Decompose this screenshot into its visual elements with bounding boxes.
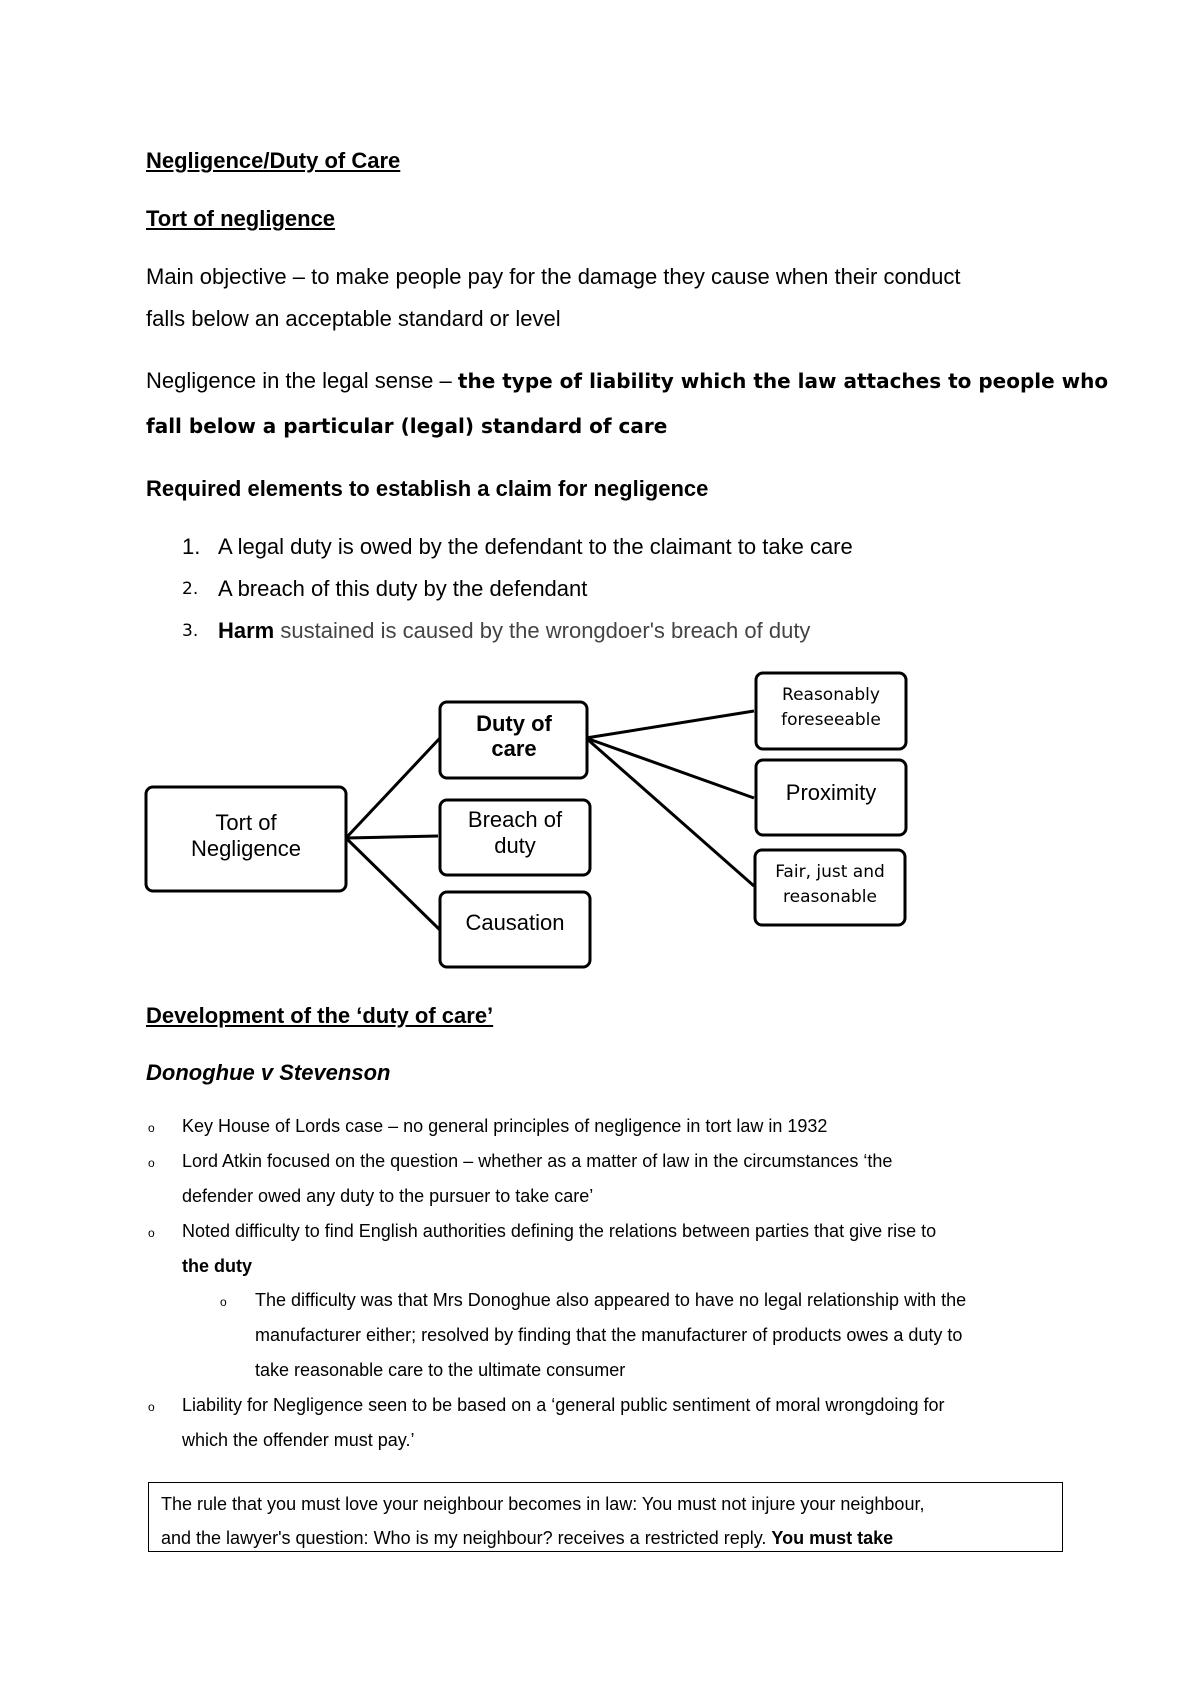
label-root-line-1: Tort of	[215, 810, 277, 835]
element-number-2: 2.	[182, 579, 199, 599]
connector-duty-proximity	[586, 738, 754, 798]
bullet-4-line-3: take reasonable care to the ultimate consumer	[255, 1360, 626, 1380]
connector-root-breach	[346, 836, 438, 838]
connector-root-duty	[346, 738, 440, 838]
label-foreseeable-line-1: Reasonably	[782, 685, 880, 705]
development-heading: Development of the ‘duty of care’	[146, 1003, 494, 1028]
bullet-marker-3: o	[148, 1226, 155, 1240]
bullet-marker-4: o	[220, 1295, 227, 1309]
objective-line-2: falls below an acceptable standard or level	[146, 306, 561, 331]
quote-line-2	[161, 1521, 1050, 1555]
bullet-marker-5: o	[148, 1400, 155, 1414]
bullet-2-line-2: defender owed any duty to the pursuer to take care’	[182, 1186, 594, 1206]
connector-root-causation	[346, 838, 440, 930]
label-fair-line-2: reasonable	[783, 887, 877, 907]
label-foreseeable-line-2: foreseeable	[781, 710, 881, 730]
label-breach-line-2: duty	[494, 833, 536, 858]
quote-line-2-bold: You must take	[771, 1528, 894, 1548]
connector-duty-fair	[586, 738, 754, 886]
element-text-1: A legal duty is owed by the defendant to the claimant to take care	[218, 534, 853, 559]
connector-duty-foreseeable	[586, 711, 754, 738]
label-proximity: Proximity	[785, 780, 877, 805]
case-title: Donoghue v Stevenson	[146, 1060, 391, 1085]
label-fair-line-1: Fair, just and	[775, 862, 885, 882]
label-breach-line-1: Breach of	[467, 807, 563, 832]
bullet-4-line-1: The difficulty was that Mrs Donoghue also appeared to have no legal relationship with the	[255, 1290, 967, 1310]
label-causation: Causation	[465, 910, 565, 935]
label-root-line-2: Negligence	[190, 836, 302, 861]
label-duty-line-1: Duty of	[476, 711, 552, 736]
bullet-5-line-2: which the offender must pay.’	[182, 1430, 415, 1450]
bullet-marker-2: o	[148, 1156, 155, 1170]
bullet-1-line-1: Key House of Lords case – no general principles of negligence in tort law in 1932	[182, 1116, 828, 1136]
legal-sense-lead: Negligence in the legal sense –	[146, 368, 458, 393]
element-3-text: sustained is caused by the wrongdoer's breach of duty	[274, 618, 811, 643]
quote-line-1: The rule that you must love your neighbour becomes in law: You must not injure your neighbour,	[161, 1494, 925, 1514]
label-duty-line-2: care	[491, 736, 537, 761]
quote-line-2-text: and the lawyer's question: Who is my neighbour? receives a restricted reply.	[161, 1528, 772, 1548]
elements-heading: Required elements to establish a claim for negligence	[146, 476, 709, 501]
bullet-5-line-1: Liability for Negligence seen to be based on a ‘general public sentiment of moral wrongdoing for	[182, 1395, 945, 1415]
legal-sense-line-2: fall below a particular (legal) standard of care	[146, 414, 668, 438]
quote-box	[148, 1482, 1063, 1552]
element-number-3: 3.	[182, 621, 199, 641]
bullet-marker-1: o	[148, 1121, 155, 1135]
element-text-2: A breach of this duty by the defendant	[218, 576, 588, 601]
bullet-2-line-1: Lord Atkin focused on the question – whether as a matter of law in the circumstances ‘the	[182, 1151, 893, 1171]
bullet-3-line-2: the duty	[182, 1256, 252, 1276]
bullet-4-line-2: manufacturer either; resolved by finding that the manufacturer of products owes a duty to	[255, 1325, 963, 1345]
page-title: Negligence/Duty of Care	[146, 148, 401, 173]
element-number-1: 1.	[182, 534, 201, 559]
bullet-3-line-1: Noted difficulty to find English authorities defining the relations between parties that give rise to	[182, 1221, 937, 1241]
section-heading-tort: Tort of negligence	[146, 206, 336, 231]
legal-sense-definition: the type of liability which the law attaches to people who	[457, 369, 1109, 393]
element-3-bold: Harm	[218, 618, 275, 643]
objective-line-1: Main objective – to make people pay for the damage they cause when their conduct	[146, 264, 961, 289]
